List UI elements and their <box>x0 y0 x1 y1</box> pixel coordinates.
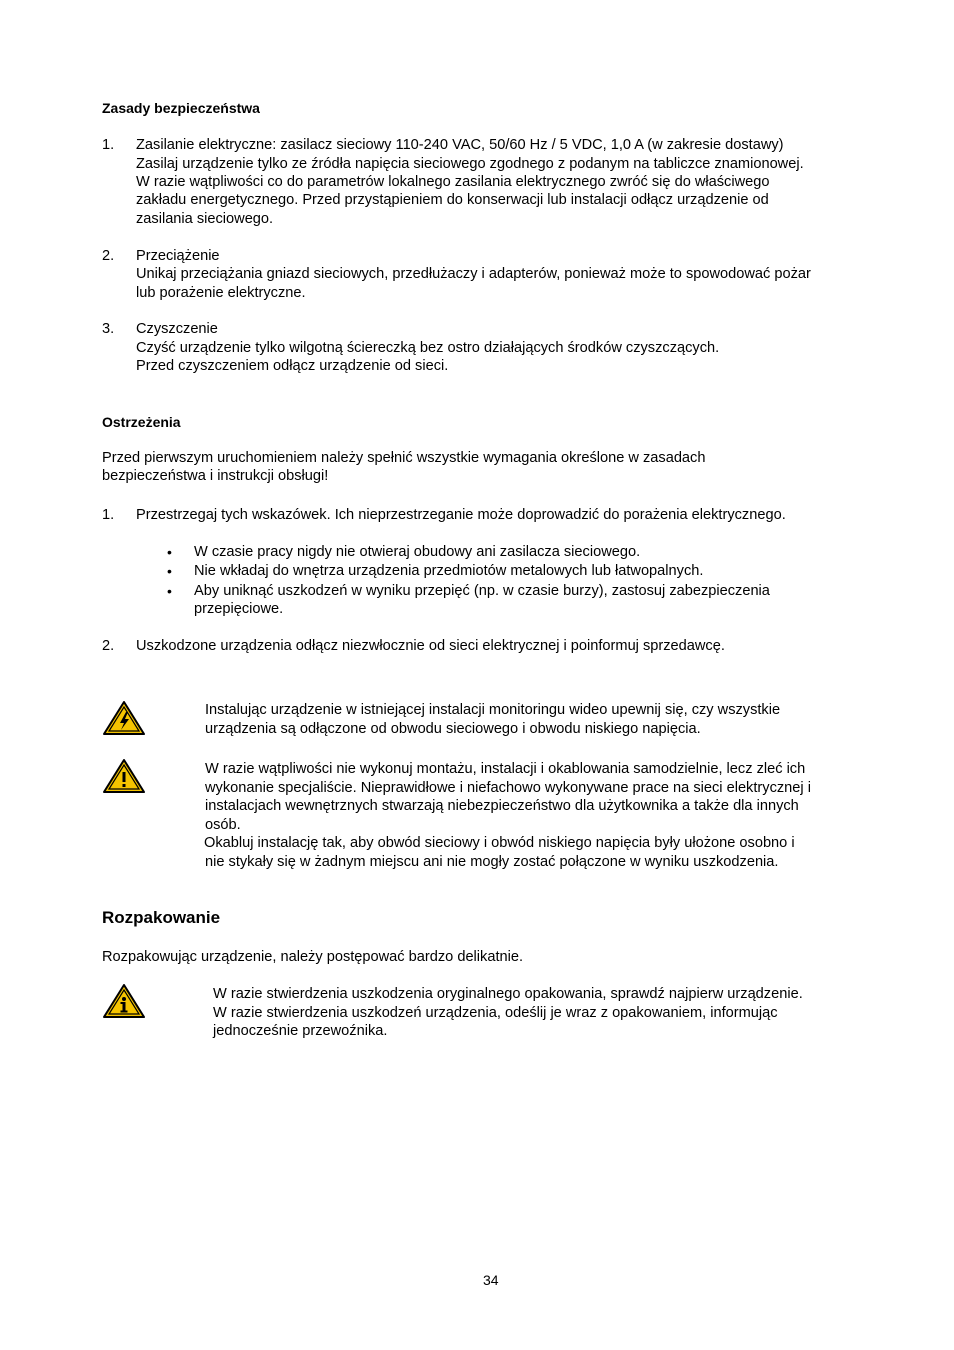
bullet-text: Nie wkładaj do wnętrza urządzenia przedmiotów metalowych lub łatwopalnych. <box>194 563 704 579</box>
warnings-intro: bezpieczeństwa i instrukcji obsługi! <box>102 468 329 484</box>
warnings-intro: Przed pierwszym uruchomieniem należy spełnić wszystkie wymagania określone w zasadach <box>102 450 706 466</box>
item-line: Czyść urządzenie tylko wilgotną ściereczką bez ostro działających środków czyszczących. <box>136 340 720 356</box>
notice-line: W razie wątpliwości nie wykonuj montażu, instalacji i okablowania samodzielnie, lecz zleć ich <box>205 761 806 777</box>
warning-item-number: 2. <box>102 638 115 654</box>
bullet-symbol: • <box>167 563 172 579</box>
item-line: Przed czyszczeniem odłącz urządzenie od sieci. <box>136 358 449 374</box>
unpacking-heading: Rozpakowanie <box>102 908 221 927</box>
warning-item-text: Przestrzegaj tych wskazówek. Ich nieprzestrzeganie może doprowadzić do porażenia elektrycznego. <box>136 507 786 523</box>
item-line: zakładu energetycznego. Przed przystąpieniem do konserwacji lub instalacji odłącz urządzenie od <box>136 192 769 208</box>
safety-heading: Zasady bezpieczeństwa <box>102 100 260 116</box>
item-number: 3. <box>102 321 115 337</box>
item-line: Przeciążenie <box>136 248 220 264</box>
item-number: 1. <box>102 137 115 153</box>
notice-line: nie stykały się w żadnym miejscu ani nie mogły zostać połączone w wyniku uszkodzenia. <box>205 854 779 870</box>
bullet-text: Aby uniknąć uszkodzeń w wyniku przepięć (np. w czasie burzy), zastosuj zabezpieczenia <box>194 583 770 599</box>
notice-line: Okabluj instalację tak, aby obwód sieciowy i obwód niskiego napięcia były ułożone osobno i <box>204 835 795 851</box>
item-line: Czyszczenie <box>136 321 218 337</box>
item-line: lub porażenie elektryczne. <box>136 285 306 301</box>
bullet-symbol: • <box>167 583 172 599</box>
bullet-symbol: • <box>167 544 172 560</box>
item-line: Zasilaj urządzenie tylko ze źródła napięcia sieciowego zgodnego z podanym na tabliczce znamionowej. <box>136 156 804 172</box>
item-line: zasilania sieciowego. <box>136 211 274 227</box>
bullet-text: W czasie pracy nigdy nie otwieraj obudowy ani zasilacza sieciowego. <box>194 544 641 560</box>
unpacking-intro: Rozpakowując urządzenie, należy postępować bardzo delikatnie. <box>102 949 524 965</box>
notice-line: urządzenia są odłączone od obwodu sieciowego i obwodu niskiego napięcia. <box>205 721 701 737</box>
exclamation-warning-icon <box>102 758 146 794</box>
notice-line: wykonanie specjaliście. Nieprawidłowe i niefachowo wykonywane prace na sieci elektrycznej i <box>205 780 811 796</box>
notice-line: W razie stwierdzenia uszkodzeń urządzenia, odeślij je wraz z opakowaniem, informując <box>213 1005 778 1021</box>
warnings-heading: Ostrzeżenia <box>102 414 181 430</box>
info-warning-icon <box>102 983 146 1019</box>
high-voltage-warning-icon <box>102 700 146 736</box>
notice-line: jednocześnie przewoźnika. <box>213 1023 388 1039</box>
item-number: 2. <box>102 248 115 264</box>
notice-line: osób. <box>205 817 241 833</box>
warning-item-text: Uszkodzone urządzenia odłącz niezwłocznie od sieci elektrycznej i poinformuj sprzedawcę. <box>136 638 725 654</box>
bullet-text: przepięciowe. <box>194 601 284 617</box>
page-number: 34 <box>483 1272 499 1288</box>
notice-line: Instalując urządzenie w istniejącej instalacji monitoringu wideo upewnij się, czy wszystkie <box>205 702 781 718</box>
item-line: W razie wątpliwości co do parametrów lokalnego zasilania elektrycznego zwróć się do właściwego <box>136 174 770 190</box>
warning-item-number: 1. <box>102 507 115 523</box>
notice-line: instalacjach wewnętrznych stwarzają niebezpieczeństwo dla użytkownika a także dla innych <box>205 798 799 814</box>
item-line: Unikaj przeciążania gniazd sieciowych, przedłużaczy i adapterów, ponieważ może to spowodować pożar <box>136 266 811 282</box>
notice-line: W razie stwierdzenia uszkodzenia oryginalnego opakowania, sprawdź najpierw urządzenie. <box>213 986 803 1002</box>
item-line: Zasilanie elektryczne: zasilacz sieciowy 110-240 VAC, 50/60 Hz / 5 VDC, 1,0 A (w zakresie dostawy) <box>136 137 784 153</box>
